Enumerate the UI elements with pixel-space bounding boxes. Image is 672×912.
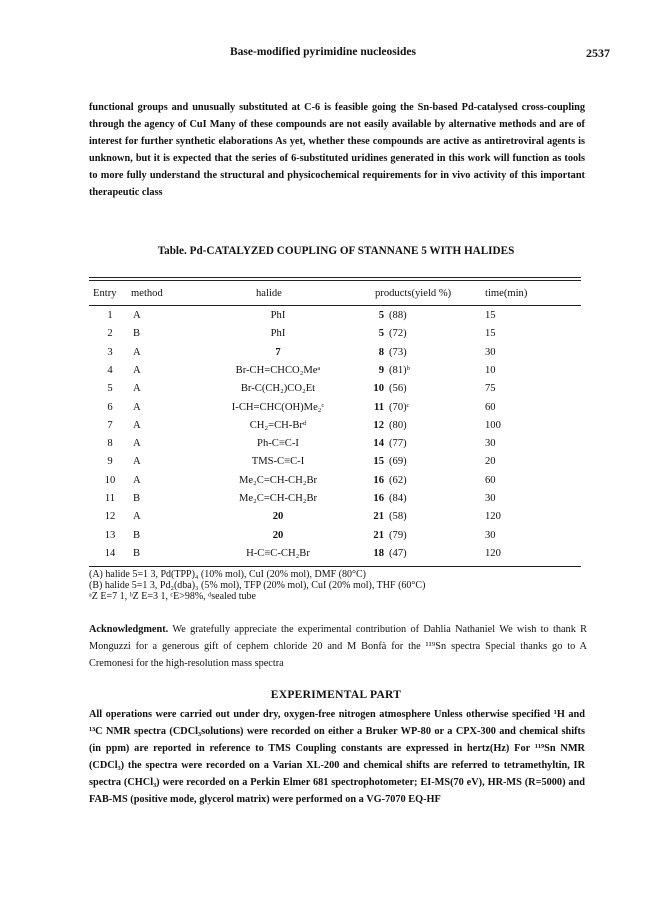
table-top-rule: [89, 277, 581, 278]
cell-halide: 20: [272, 511, 284, 522]
cell-time: 30: [485, 347, 496, 358]
cell-product-number: 16: [373, 475, 384, 486]
cell-time: 60: [485, 475, 496, 486]
cell-yield: (70)ᶜ: [389, 402, 410, 413]
cell-product-number: 12: [373, 420, 384, 431]
cell-product-number: 11: [373, 402, 384, 413]
experimental-paragraph: All operations were carried out under dry, oxygen-free nitrogen atmosphere Unless otherwise specified ¹H and ¹³C NMR spectra (CDCl₃solutions) were recorded on either a Bruker WP-80 or a CPX-300 and chemical shifts (in ppm) are reported in reference to TMS Coupling constants are expressed in hertz(Hz) For ¹¹⁹Sn NMR (CDCl₃) the spectra were recorded on a Varian XL-200 and chemical shifts are referred to tetramethyltin, IR spectra (CHCl₃) were recorded on a Perkin Elmer 681 spectrophotometer; EI-MS(70 eV), HR-MS (R=5000) and FAB-MS (positive mode, glycerol matrix) were performed on a VG-7070 EQ-HF: [89, 709, 585, 805]
cell-product-number: 5: [378, 328, 384, 339]
cell-time: 20: [485, 456, 496, 467]
cell-halide: CH₂=CH-Brᵈ: [249, 420, 307, 431]
cell-product-number: 10: [373, 383, 384, 394]
acknowledgment-paragraph: [89, 621, 587, 672]
cell-time: 15: [485, 310, 496, 321]
cell-yield: (47): [389, 548, 407, 559]
cell-yield: (81)ᵇ: [389, 365, 410, 376]
table-title: Table. Pd-CATALYZED COUPLING OF STANNANE 5 WITH HALIDES: [157, 245, 515, 257]
cell-halide: Ph-C≡C-I: [257, 438, 299, 449]
cell-yield: (56): [389, 383, 407, 394]
table-header-rule: [89, 305, 581, 306]
cell-method: B: [133, 328, 141, 339]
column-header-products: products(yield %): [375, 288, 452, 299]
cell-yield: (62): [389, 475, 407, 486]
running-title: Base-modified pyrimidine nucleosides: [230, 46, 416, 58]
acknowledgment-text: We gratefully appreciate the experimental contribution of Dahlia Nathaniel We wish to thank R Monguzzi for a generous gift of cephem chloride 20 and M Bonfà for the ¹¹⁹Sn spectra Special thanks go to A Cremonesi for the high-resolution mass spectra: [89, 624, 587, 669]
cell-entry: 10: [104, 475, 116, 486]
cell-yield: (80): [389, 420, 407, 431]
cell-product-number: 15: [373, 456, 384, 467]
column-header-method: method: [131, 288, 163, 299]
cell-halide: PhI: [270, 328, 286, 339]
cell-time: 120: [485, 548, 501, 559]
cell-time: 100: [485, 420, 501, 431]
cell-product-number: 9: [378, 365, 384, 376]
footnote-method-a: (A) halide 5=1 3, Pd(TPP)₄ (10% mol), CuI (20% mol), DMF (80°C): [89, 569, 366, 580]
footnote-isomer-ratios: ᵃZ E=7 1, ᵇZ E=3 1, ᶜE>98%, ᵈsealed tube: [89, 591, 256, 602]
cell-halide: Br-C(CH₂)CO₂Et: [240, 383, 316, 394]
cell-product-number: 21: [373, 511, 384, 522]
cell-yield: (58): [389, 511, 407, 522]
footnote-method-b: (B) halide 5=1 3, Pd₂(dba)₃ (5% mol), TFP (20% mol), CuI (20% mol), THF (60°C): [89, 580, 426, 591]
cell-method: A: [133, 310, 141, 321]
cell-entry: 9: [107, 456, 113, 467]
cell-method: B: [133, 548, 141, 559]
cell-product-number: 5: [378, 310, 384, 321]
cell-method: B: [133, 493, 141, 504]
cell-entry: 4: [107, 365, 113, 376]
page-number: 2537: [586, 46, 610, 60]
cell-method: A: [133, 511, 141, 522]
cell-yield: (79): [389, 530, 407, 541]
cell-yield: (77): [389, 438, 407, 449]
cell-product-number: 8: [378, 347, 384, 358]
cell-time: 30: [485, 530, 496, 541]
cell-yield: (84): [389, 493, 407, 504]
column-header-entry: Entry: [93, 288, 117, 299]
cell-halide: TMS-C≡C-I: [251, 456, 305, 467]
cell-method: A: [133, 438, 141, 449]
cell-time: 30: [485, 493, 496, 504]
cell-time: 75: [485, 383, 496, 394]
cell-entry: 5: [107, 383, 113, 394]
cell-time: 120: [485, 511, 501, 522]
cell-entry: 3: [107, 347, 113, 358]
cell-entry: 12: [104, 511, 116, 522]
cell-method: A: [133, 475, 141, 486]
column-header-halide: halide: [256, 288, 282, 299]
section-heading-experimental: EXPERIMENTAL PART: [270, 689, 402, 701]
table-top-rule-double: [89, 280, 581, 281]
cell-time: 10: [485, 365, 496, 376]
cell-method: A: [133, 347, 141, 358]
cell-entry: 13: [104, 530, 116, 541]
cell-product-number: 14: [373, 438, 384, 449]
table-footnotes: [89, 569, 425, 602]
cell-halide: PhI: [270, 310, 286, 321]
cell-entry: 14: [104, 548, 116, 559]
cell-entry: 8: [107, 438, 113, 449]
cell-entry: 2: [107, 328, 113, 339]
cell-method: B: [133, 530, 141, 541]
cell-halide: 7: [275, 347, 281, 358]
cell-halide: Br-CH=CHCO₂Meᵃ: [235, 365, 321, 376]
cell-product-number: 21: [373, 530, 384, 541]
cell-method: A: [133, 383, 141, 394]
cell-yield: (73): [389, 347, 407, 358]
cell-method: A: [133, 456, 141, 467]
cell-yield: (88): [389, 310, 407, 321]
cell-product-number: 16: [373, 493, 384, 504]
acknowledgment-label: Acknowledgment.: [89, 624, 169, 635]
cell-halide: Me₂C=CH-CH₂Br: [238, 493, 318, 504]
cell-entry: 7: [107, 420, 113, 431]
cell-time: 30: [485, 438, 496, 449]
cell-method: A: [133, 420, 141, 431]
cell-time: 60: [485, 402, 496, 413]
cell-halide: I-CH=CHC(OH)Me₂ᶜ: [231, 402, 325, 413]
cell-time: 15: [485, 328, 496, 339]
cell-halide: 20: [272, 530, 284, 541]
cell-method: A: [133, 402, 141, 413]
table-bottom-rule: [89, 566, 581, 567]
cell-halide: H-C≡C-CH₂Br: [246, 548, 310, 559]
cell-yield: (72): [389, 328, 407, 339]
column-header-time: time(min): [485, 288, 528, 299]
cell-halide: Me₂C=CH-CH₂Br: [238, 475, 318, 486]
cell-entry: 11: [104, 493, 116, 504]
cell-product-number: 18: [373, 548, 384, 559]
cell-entry: 6: [107, 402, 113, 413]
intro-paragraph: functional groups and unusually substituted at C-6 is feasible going the Sn-based Pd-catalysed cross-coupling through the agency of CuI Many of these compounds are not easily available by alternative methods and are of interest for further synthetic elaborations As yet, whether these compounds are active as antiretroviral agents is unknown, but it is expected that the series of 6-substituted uridines generated in this work will function as tools to more fully understand the structural and physicochemical requirements for in vivo activity of this important therapeutic class: [89, 102, 585, 198]
cell-entry: 1: [107, 310, 113, 321]
cell-yield: (69): [389, 456, 407, 467]
cell-method: A: [133, 365, 141, 376]
